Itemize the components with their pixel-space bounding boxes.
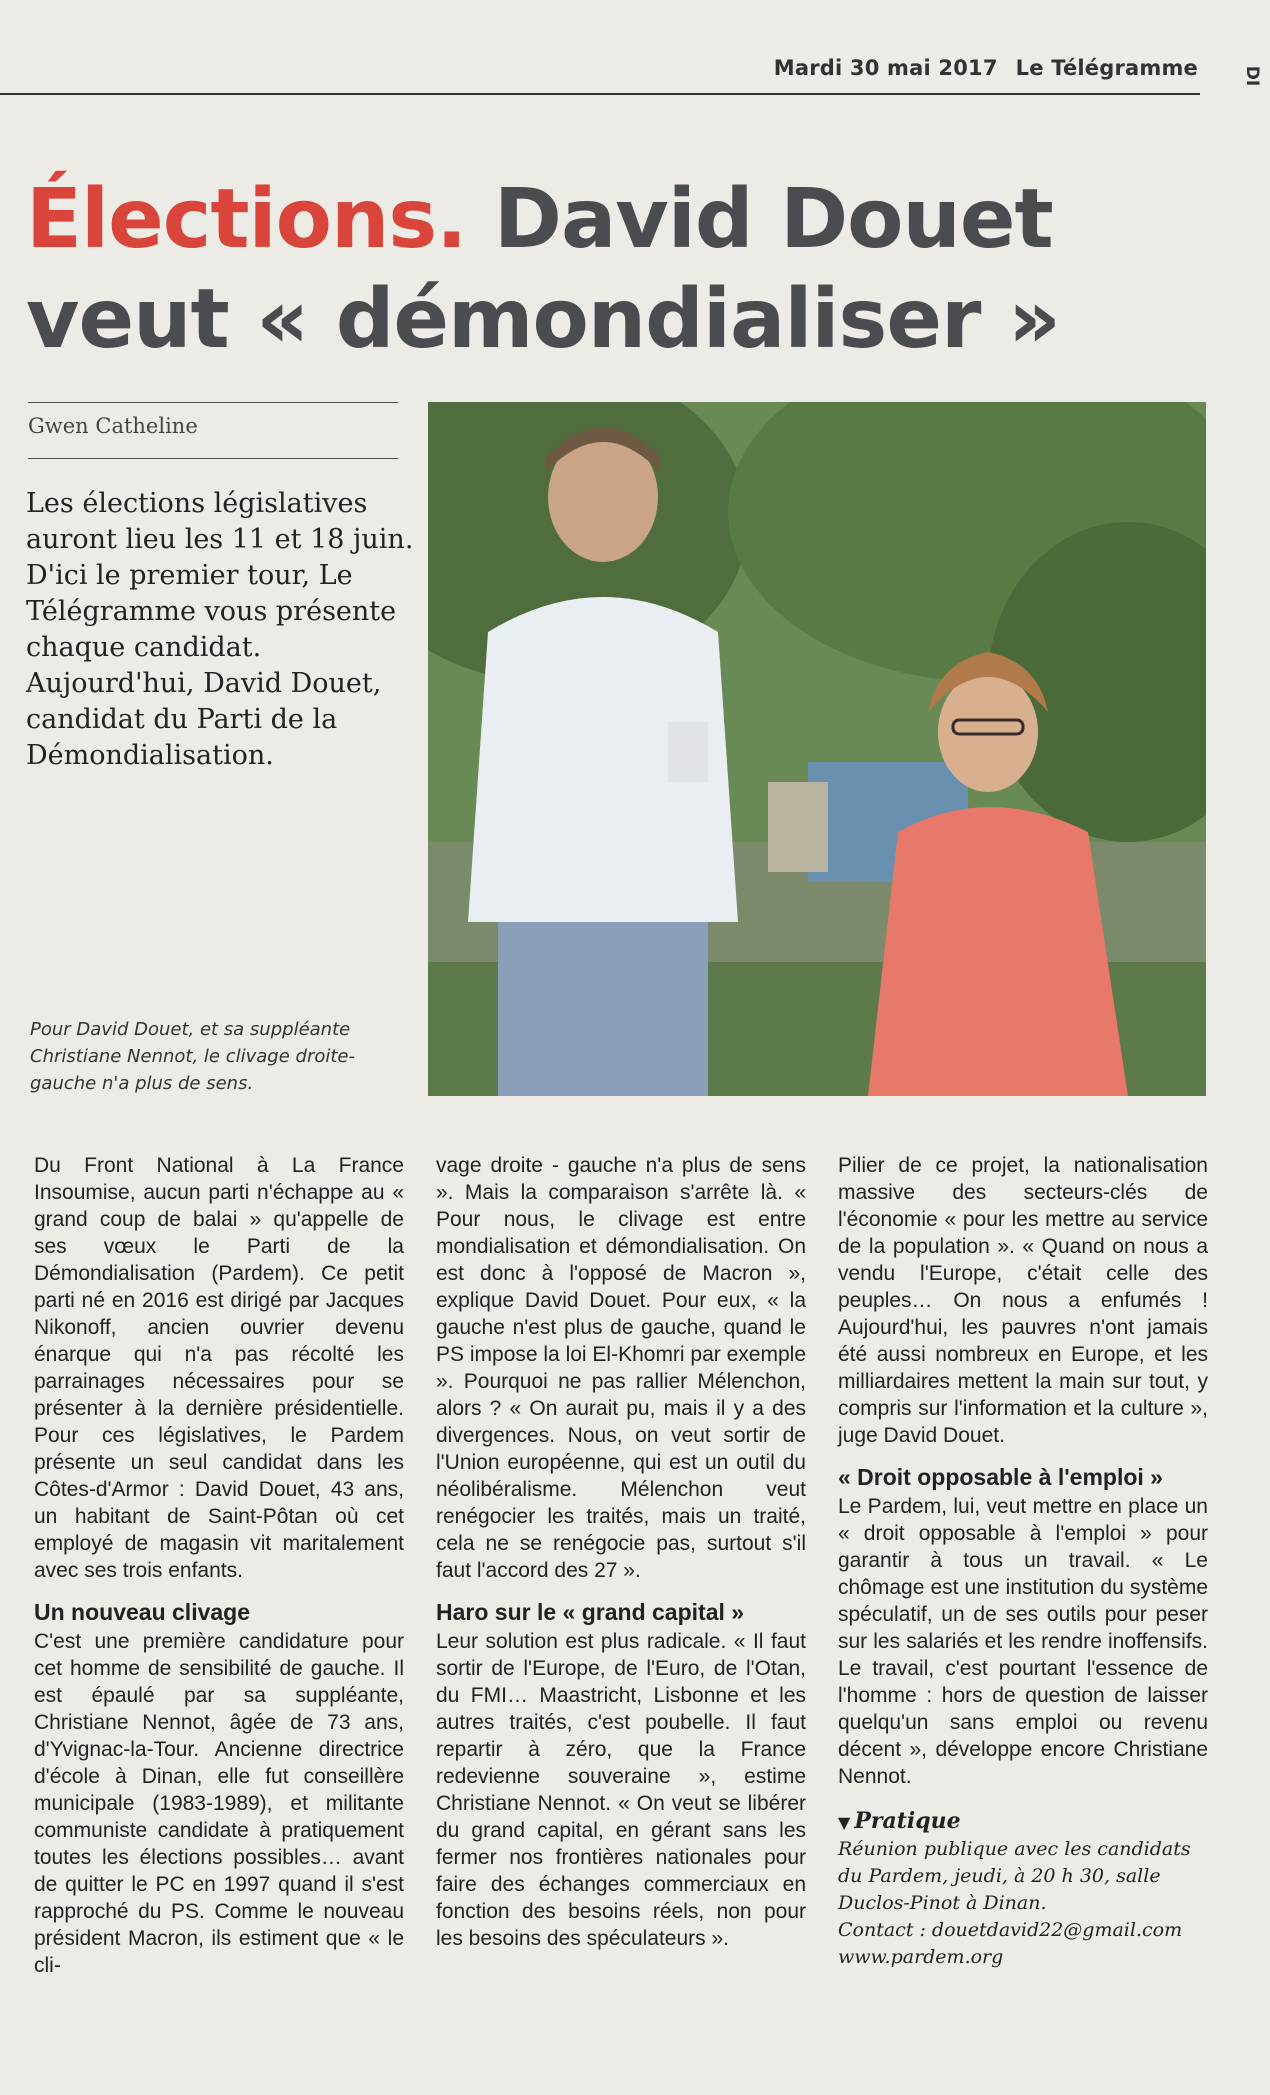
- column3-paragraph-2: Le Pardem, lui, veut mettre en place un « droit opposable à l'emploi » pour garantir à tous un travail. « Le chômage est une institution du système spéculatif, un de ses outils pour peser sur les salariés et les rendre inoffensifs. Le travail, c'est pourtant l'essence de l'homme : hors de question de laisser quelqu'un sans emploi ou revenu décent », développe encore Christiane Nennot.: [838, 1495, 1208, 1788]
- headline-line2: veut « démondialiser »: [26, 272, 1060, 367]
- subheading-grand-capital: Haro sur le « grand capital »: [436, 1599, 745, 1625]
- headline-line1: David Douet: [493, 172, 1053, 267]
- subheading-droit-opposable: « Droit opposable à l'emploi »: [838, 1464, 1163, 1490]
- header-rule: [0, 93, 1200, 95]
- article-column-3: [838, 1152, 1208, 1971]
- issue-date: Mardi 30 mai 2017: [773, 56, 998, 80]
- page-dateline: [774, 56, 1198, 80]
- article-headline: [26, 170, 1206, 370]
- newspaper-name: Le Télégramme: [1015, 56, 1198, 80]
- column2-paragraph-2: Leur solution est plus radicale. « Il faut sortir de l'Europe, de l'Euro, de l'Otan, du FMI… Maastricht, Lisbonne et les autres traités, c'est poubelle. Il faut repartir à zéro, que la France redevienne souveraine », estime Christiane Nennot. « On veut se libérer du grand capital, en gérant sans les fermer nos frontières nationales pour faire des échanges commerciaux en fonction des besoins réels, non pour les besoins des spéculateurs ».: [436, 1630, 806, 1950]
- practical-info-meeting: Réunion publique avec les candidats du Pardem, jeudi, à 20 h 30, salle Duclos-Pinot à Dinan.: [838, 1838, 1191, 1914]
- article-column-2: [436, 1152, 806, 1952]
- byline-rule-top: [28, 402, 398, 403]
- article-column-1: [34, 1152, 404, 1979]
- photo-caption: Pour David Douet, et sa suppléante Christiane Nennot, le clivage droite-gauche n'a plus de sens.: [30, 1019, 355, 1094]
- practical-info-contact: Contact : douetdavid22@gmail.com: [838, 1919, 1183, 1941]
- practical-info-box: [838, 1808, 1208, 1971]
- byline-rule-bottom: [28, 458, 398, 459]
- article-lead: Les élections législatives auront lieu les 11 et 18 juin. D'ici le premier tour, Le Télégramme vous présente chaque candidat. Aujourd'hui, David Douet, candidat du Parti de la Démondialisation.: [26, 488, 414, 771]
- triangle-down-icon: ▼: [838, 1813, 851, 1832]
- column1-paragraph-2: C'est une première candidature pour cet homme de sensibilité de gauche. Il est épaulé par sa suppléante, Christiane Nennot, âgée de 73 ans, d'Yvignac-la-Tour. Ancienne directrice d'école à Dinan, elle fut conseillère municipale (1983-1989), et militante communiste candidate à pratiquement toutes les élections possibles… avant de quitter le PC en 1997 quand il s'est rapproché du PS. Comme le nouveau président Macron, ils estiment que « le cli-: [34, 1630, 404, 1977]
- practical-info-website: www.pardem.org: [838, 1946, 1004, 1968]
- column3-paragraph-1: Pilier de ce projet, la nationalisation massive des secteurs-clés de l'économie « pour les mettre au service de la population ». « Quand on nous a vendu l'Europe, c'était celle des peuples… On nous a enfumés ! Aujourd'hui, les pauvres n'ont jamais été aussi nombreux en Europe, et les milliardaires mettent la main sur tout, y compris sur l'information et la culture », juge David Douet.: [838, 1154, 1208, 1447]
- byline: Gwen Catheline: [28, 414, 198, 438]
- practical-info-title: Pratique: [854, 1808, 961, 1834]
- subheading-nouveau-clivage: Un nouveau clivage: [34, 1599, 251, 1625]
- article-photo: [428, 402, 1206, 1096]
- column2-paragraph-1: vage droite - gauche n'a plus de sens ». Mais la comparaison s'arrête là. « Pour nous, le clivage est entre mondialisation et démondialisation. On est donc à l'opposé de Macron », explique David Douet. Pour eux, « la gauche n'est plus de gauche, quand le PS impose la loi El-Khomri par exemple ». Pourquoi ne pas rallier Mélenchon, alors ? « On aurait pu, mais il y a des divergences. Nous, on veut sortir de l'Union européenne, qui est un outil du néolibéralisme. Mélenchon veut renégocier les traités, mais un traité, cela ne se renégocie pas, surtout s'il faut l'accord des 27 ».: [436, 1154, 806, 1582]
- column1-paragraph-1: Du Front National à La France Insoumise, aucun parti n'échappe au « grand coup de balai » qu'appelle de ses vœux le Parti de la Démondialisation (Pardem). Ce petit parti né en 2016 est dirigé par Jacques Nikonoff, ancien ouvrier devenu énarque qui n'a pas récolté les parrainages nécessaires pour se présenter à la dernière présidentielle. Pour ces législatives, le Pardem présente un seul candidat dans les Côtes-d'Armor : David Douet, 43 ans, un habitant de Saint-Pôtan où cet employé de magasin vit maritalement avec ses trois enfants.: [34, 1154, 404, 1582]
- edge-tag: DI: [1241, 65, 1262, 87]
- headline-kicker: Élections.: [26, 172, 467, 267]
- photo-illustration: [428, 402, 1206, 1096]
- practical-info-heading: [838, 1808, 1208, 1836]
